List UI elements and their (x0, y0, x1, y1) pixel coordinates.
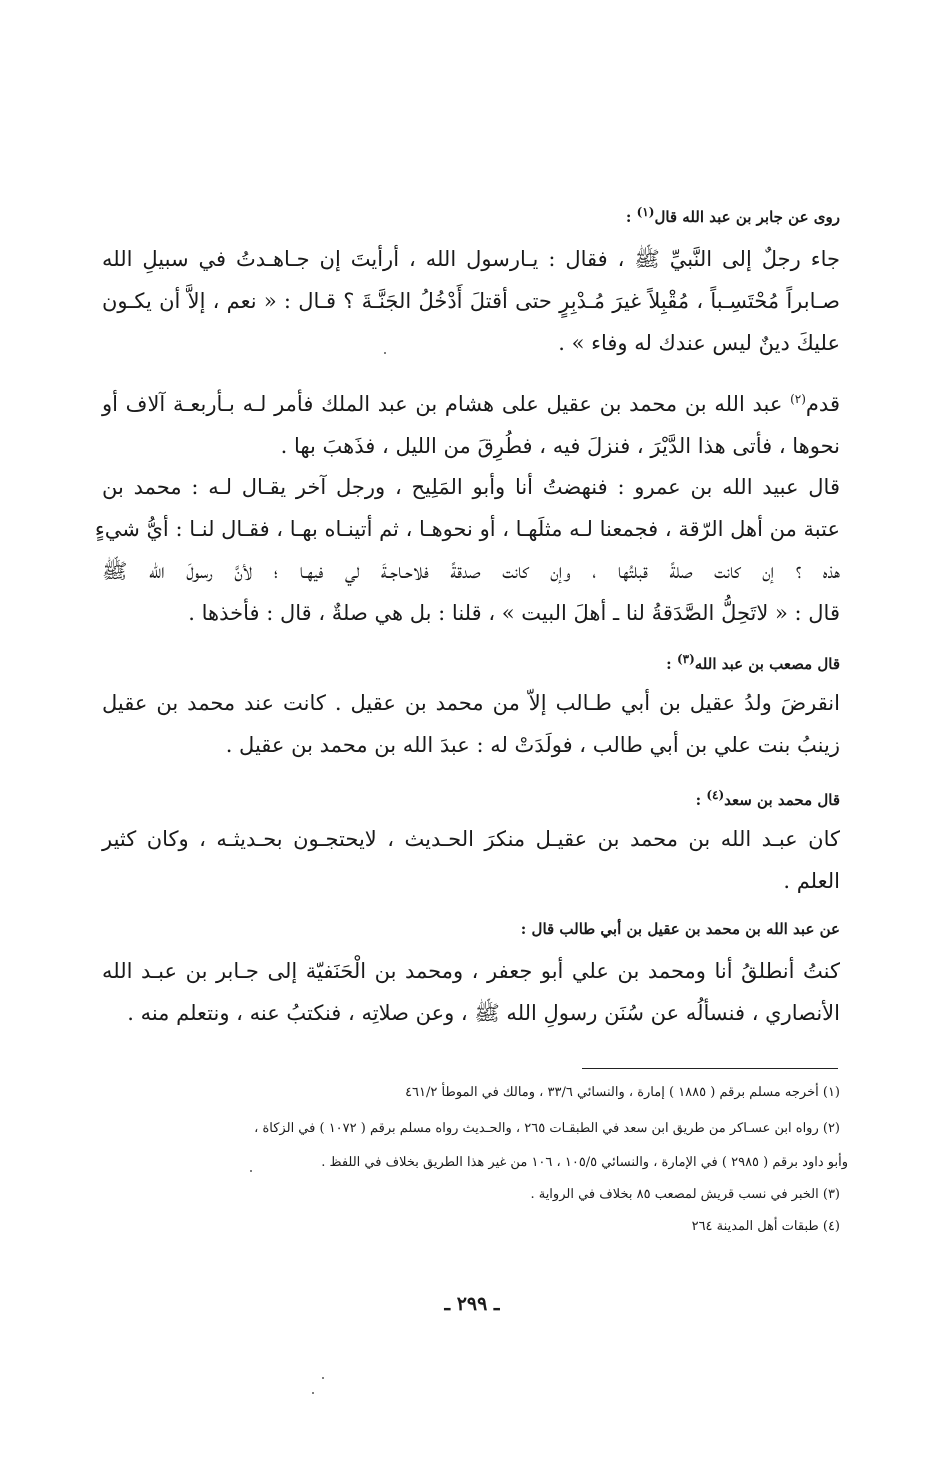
footnote-ref: (١) (636, 205, 655, 219)
text-line: كان عبـد الله بن محمد بن عقيـل منكرَ الحـديث ، لايحتجـون بحـديثـه ، وكان كثير (102, 827, 840, 851)
footnote-1: (١) أخرجه مسلم برقم ( ١٨٨٥ ) إمارة ، والنسائي ٣٣/٦ ، ومالك في الموطأ ٤٦١/٢ (405, 1085, 840, 1100)
text-lead: قدم (805, 392, 840, 416)
heading-colon: : (695, 791, 707, 809)
paragraph-hisham (102, 378, 840, 467)
scan-speck (322, 1377, 324, 1379)
text-line: نحوها ، فأتى هذا الدَّيْرَ ، فنزلَ فيه ، فطُرِقَ من الليل ، فذَهبَ بها . (280, 434, 840, 458)
heading-colon: : (666, 655, 677, 673)
heading-text: قال محمد بن سعد (724, 791, 840, 809)
footnote-2: (٢) رواه ابن عسـاكر من طريق ابن سعد في الطبقـات ٢٦٥ ، والحـديث رواه مسلم برقم ( ١٠٧٢ ) في الزكاة ، (254, 1121, 840, 1136)
text-line: عتبة من أهل الرّقة ، فجمعنا لـه مثلَهـا ، أو نحوهـا ، ثم أتينـاه بهـا ، فقـال لنـا : أيُّ شيءٍ (94, 517, 840, 541)
paragraph-abdullah (102, 950, 840, 1034)
heading-text: قال مصعب بن عبد الله (694, 655, 840, 673)
footnote-ref: (٣) (676, 652, 695, 666)
text-line: عليكَ دينٌ ليس عندك له وفاء » . (558, 331, 840, 355)
footnote-ref: (٢) (790, 392, 806, 406)
text-line: جاء رجلٌ إلى النَّبيِّ ﷺ ، فقال : يـارسول الله ، أرأيتَ إن جـاهـدتُ في سبيلِ الله (102, 247, 840, 271)
paragraph-jabir-hadith (102, 238, 840, 364)
text-line: الأنصاري ، فنسألُه عن سُنَن رسولِ الله ﷺ ، وعن صلاتِه ، فنكتبُ عنه ، ونتعلم منه . (127, 1001, 840, 1025)
heading-colon: : (625, 208, 637, 226)
scan-speck (250, 1170, 252, 1172)
section-heading-ibn-sad (696, 788, 840, 809)
footnote-ref: (٤) (706, 788, 725, 802)
heading-text: روى عن جابر بن عبد الله قال (654, 208, 840, 226)
text-line: صـابراً مُحْتَسِـباً ، مُقْبِلاً غيرَ مُـدْبِرٍ حتى أقتلَ أَدْخُلُ الجَنَّـةَ ؟ قـال : « نعم ، إلاَّ أن يكـون (102, 289, 840, 313)
paragraph-musab (102, 682, 840, 766)
text-line: زينبُ بنت علي بن أبي طالب ، فولَدَتْ له : عبدَ الله بن محمد بن عقيل . (225, 733, 840, 757)
footnote-2-continued: وأبو داود برقم ( ٢٩٨٥ ) في الإمارة ، والنسائي ١٠٥/٥ ، ١٠٦ من غير هذا الطريق بخلاف في اللفظ . (321, 1155, 848, 1170)
text-line: كنتُ أنطلقُ أنا ومحمد بن علي أبو جعفر ، ومحمد بن الْحَنَفيّة إلى جـابر بن عبـد الله (102, 959, 840, 983)
text-line (102, 378, 840, 425)
footnote-divider (582, 1068, 838, 1069)
text-line: هذه ؟ إن كانت صلةً قبلتُها ، وإن كانت صدقةً فلاحـاجـةَ لي فيهـا ؛ لأنَّ رسولَ الله ﷺ (102, 559, 840, 583)
footnote-4: (٤) طبقات أهل المدينة ٢٦٤ (691, 1219, 840, 1234)
text-line: انقرضَ ولدُ عقيل بن أبي طـالب إلاّ من محمد بن عقيل . كانت عند محمد بن عقيل (102, 691, 840, 715)
section-heading-musab (666, 652, 840, 673)
text-line: قال عبيد الله بن عمرو : فنهضتُ أنا وأبو المَلِيح ، ورجل آخر يقـال لـه : محمد بن (102, 475, 840, 499)
footnote-3: (٣) الخبر في نسب قريش لمصعب ٨٥ بخلاف في الرواية . (530, 1187, 840, 1202)
page-number: ـ ٢٩٩ ـ (444, 1293, 500, 1315)
paragraph-ibn-sad (102, 818, 840, 902)
text-line: قال : « لاتَحِلُّ الصَّدَقةُ لنا ـ أهلَ البيت » ، قلنا : بل هي صلةٌ ، قال : فأخذها . (188, 601, 840, 625)
section-heading-jabir (626, 205, 840, 226)
section-heading-abdullah: عن عبد الله بن محمد بن عقيل بن أبي طالب قال : (520, 920, 840, 938)
scan-speck (312, 1392, 314, 1394)
text-line: العلم . (783, 869, 840, 893)
paragraph-ubaydullah (94, 466, 840, 634)
text-rest: عبد الله بن محمد بن عقيل على هشام بن عبد الملك فأمر لـه بـأربعـة آلاف أو (102, 392, 791, 416)
scan-speck (384, 352, 386, 354)
